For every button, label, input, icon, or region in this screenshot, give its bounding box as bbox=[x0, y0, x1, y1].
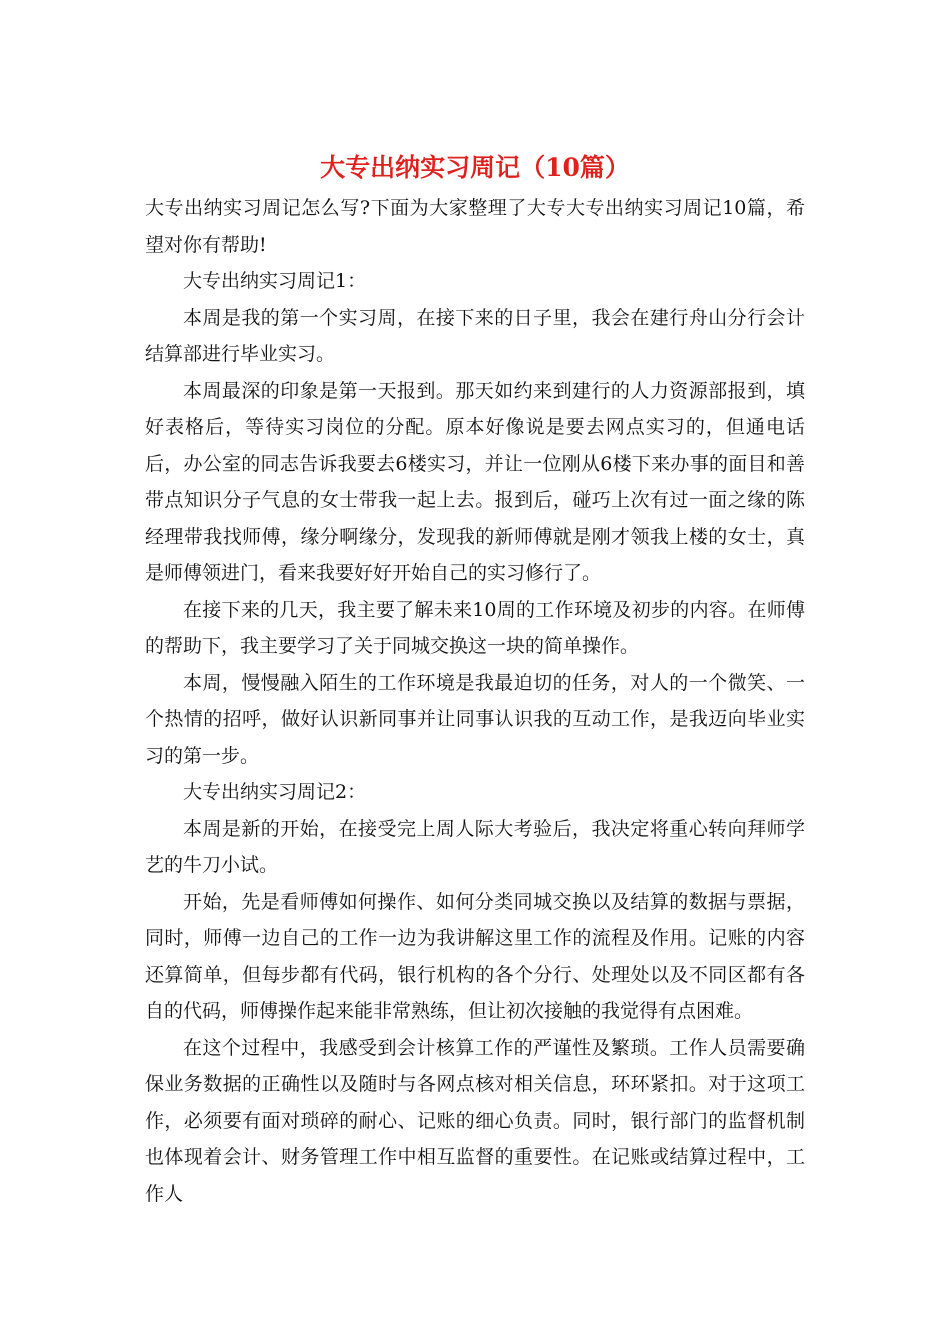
document-body bbox=[145, 190, 805, 1212]
body-paragraph: 在这个过程中，我感受到会计核算工作的严谨性及繁琐。工作人员需要确保业务数据的正确性以及随时与各网点核对相关信息，环环紧扣。对于这项工作，必须要有面对琐碎的耐心、记账的细心负责。同时，银行部门的监督机制也体现着会计、财务管理工作中相互监督的重要性。在记账或结算过程中，工作人 bbox=[145, 1036, 805, 1205]
body-paragraph: 本周最深的印象是第一天报到。那天如约来到建行的人力资源部报到，填好表格后，等待实习岗位的分配。原本好像说是要去网点实习的，但通电话后，办公室的同志告诉我要去6楼实习，并让一位刚从6楼下来办事的面目和善带点知识分子气息的女士带我一起上去。报到后，碰巧上次有过一面之缘的陈经理带我找师傅，缘分啊缘分，发现我的新师傅就是刚才领我上楼的女士，真是师傅领进门，看来我要好好开始自己的实习修行了。 bbox=[145, 379, 805, 584]
section-heading-2: 大专出纳实习周记2： bbox=[183, 781, 367, 803]
intro-paragraph: 大专出纳实习周记怎么写?下面为大家整理了大专大专出纳实习周记10篇，希望对你有帮助! bbox=[145, 197, 805, 256]
body-paragraph: 开始，先是看师傅如何操作、如何分类同城交换以及结算的数据与票据，同时，师傅一边自己的工作一边为我讲解这里工作的流程及作用。记账的内容还算简单，但每步都有代码，银行机构的各个分行、处理处以及不同区都有各自的代码，师傅操作起来能非常熟练，但让初次接触的我觉得有点困难。 bbox=[145, 890, 805, 1022]
body-paragraph: 本周是我的第一个实习周，在接下来的日子里，我会在建行舟山分行会计结算部进行毕业实习。 bbox=[145, 306, 805, 365]
document-title: 大专出纳实习周记（10篇） bbox=[320, 153, 630, 182]
body-paragraph: 本周是新的开始，在接受完上周人际大考验后，我决定将重心转向拜师学艺的牛刀小试。 bbox=[145, 817, 805, 876]
section-heading-1: 大专出纳实习周记1： bbox=[183, 270, 367, 292]
body-paragraph: 本周，慢慢融入陌生的工作环境是我最迫切的任务，对人的一个微笑、一个热情的招呼，做好认识新同事并让同事认识我的互动工作，是我迈向毕业实习的第一步。 bbox=[145, 671, 805, 767]
body-paragraph: 在接下来的几天，我主要了解未来10周的工作环境及初步的内容。在师傅的帮助下，我主要学习了关于同城交换这一块的简单操作。 bbox=[145, 598, 805, 657]
